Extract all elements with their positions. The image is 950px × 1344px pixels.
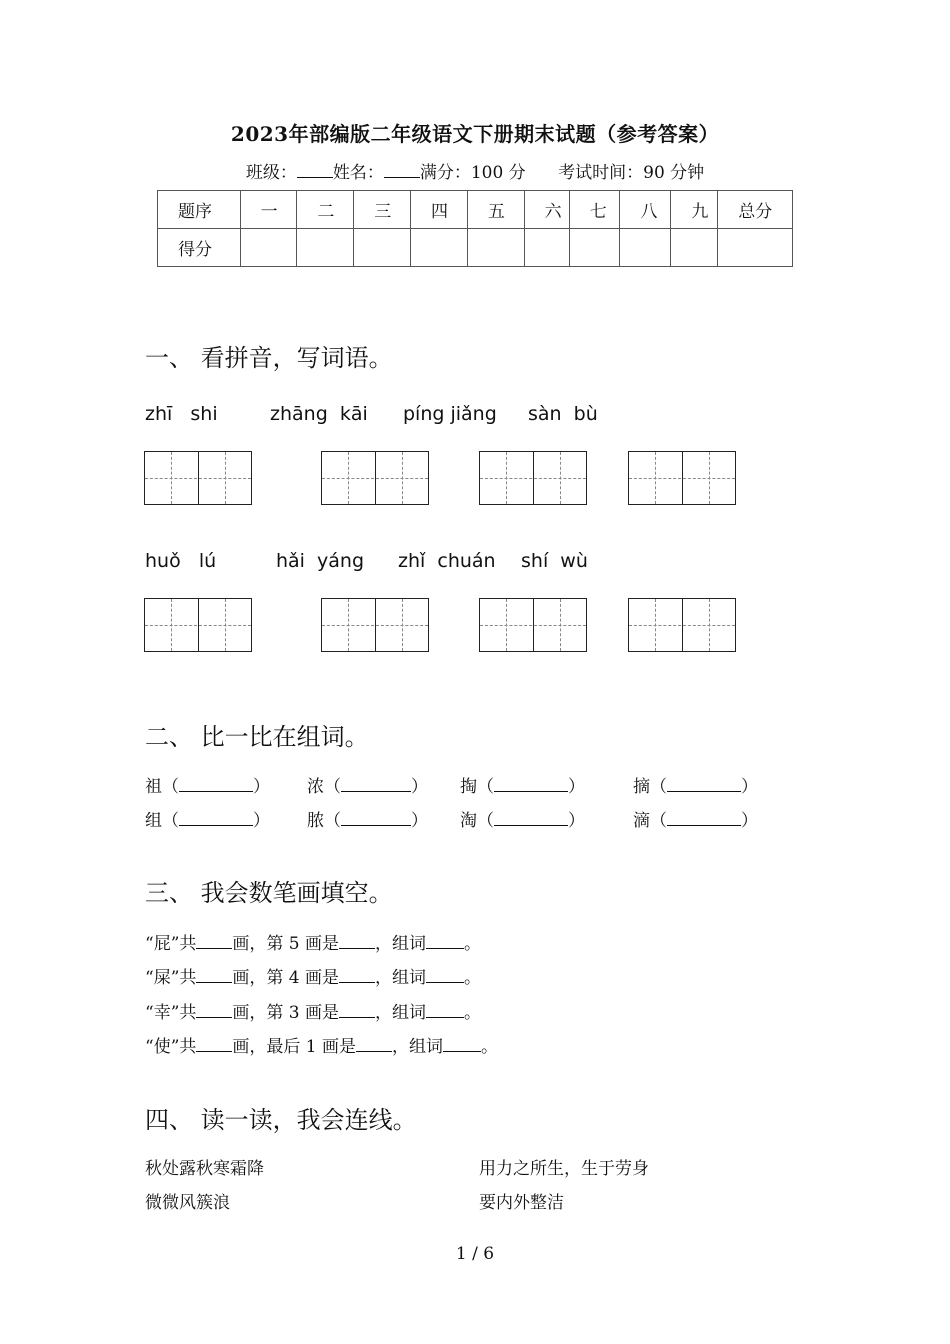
score-cell[interactable] <box>411 229 468 267</box>
word-compare-item: 脓（ ） <box>307 811 428 831</box>
writing-grid[interactable] <box>321 598 429 652</box>
question-char: “屎”共 <box>145 968 197 988</box>
class-blank[interactable] <box>297 163 333 178</box>
score-cell[interactable] <box>240 229 297 267</box>
answer-blank[interactable] <box>426 1003 464 1018</box>
answer-blank[interactable] <box>494 777 568 792</box>
answer-blank[interactable] <box>443 1037 481 1052</box>
answer-blank[interactable] <box>356 1037 392 1052</box>
score-header-cell: 一 <box>240 191 297 229</box>
stroke-question <box>145 963 481 988</box>
score-cell[interactable] <box>297 229 354 267</box>
full-score: 满分：100 分 <box>419 163 526 183</box>
answer-blank[interactable] <box>339 934 375 949</box>
compare-char: 祖 <box>145 777 162 797</box>
question-text: 画，第 5 画是 <box>232 934 340 954</box>
score-header-cell: 三 <box>354 191 411 229</box>
answer-blank[interactable] <box>341 811 411 826</box>
score-row-label: 得分 <box>158 229 241 267</box>
answer-blank[interactable] <box>339 968 375 983</box>
answer-blank[interactable] <box>196 1003 232 1018</box>
word-compare-item: 浓（ ） <box>307 777 428 797</box>
answer-blank[interactable] <box>426 934 464 949</box>
score-cell[interactable] <box>354 229 411 267</box>
exam-info <box>0 158 950 183</box>
match-left-item[interactable]: 微微风簇浪 <box>145 1193 230 1213</box>
score-cell[interactable] <box>718 229 793 267</box>
writing-grid[interactable] <box>144 598 252 652</box>
question-text: ，组词 <box>375 1003 427 1023</box>
question-text: ，组词 <box>392 1037 444 1057</box>
question-text: ，组词 <box>375 968 427 988</box>
question-text: 画，第 3 画是 <box>232 1003 340 1023</box>
pinyin: huǒ lú <box>145 550 217 572</box>
question-text: 。 <box>464 934 482 954</box>
score-header-cell: 题序 <box>158 191 241 229</box>
pinyin: píng jiǎng <box>403 403 497 425</box>
answer-blank[interactable] <box>339 1003 375 1018</box>
question-char: “使”共 <box>145 1037 197 1057</box>
stroke-question <box>145 929 481 954</box>
writing-grid[interactable] <box>479 451 587 505</box>
question-char: “屁”共 <box>145 934 197 954</box>
score-header-cell: 五 <box>467 191 524 229</box>
stroke-question <box>145 998 481 1023</box>
word-compare-item: 滴（ ） <box>633 811 758 831</box>
question-text: 画，最后 1 画是 <box>232 1037 357 1057</box>
match-left-item[interactable]: 秋处露秋寒霜降 <box>145 1159 264 1179</box>
compare-char: 脓 <box>307 811 324 831</box>
compare-char: 浓 <box>307 777 324 797</box>
score-header-cell: 八 <box>620 191 671 229</box>
writing-grid[interactable] <box>628 451 736 505</box>
match-right-item[interactable]: 用力之所生，生于劳身 <box>479 1159 649 1179</box>
score-cell[interactable] <box>569 229 620 267</box>
score-table-header-row <box>158 191 793 229</box>
score-cell[interactable] <box>524 229 569 267</box>
score-header-cell: 总分 <box>718 191 793 229</box>
answer-blank[interactable] <box>667 811 741 826</box>
exam-time: 考试时间：90 分钟 <box>558 163 705 183</box>
answer-blank[interactable] <box>196 934 232 949</box>
answer-blank[interactable] <box>179 811 253 826</box>
answer-blank[interactable] <box>179 777 253 792</box>
section1-heading: 一、 看拼音，写词语。 <box>145 344 393 372</box>
name-label: 姓名： <box>332 163 384 183</box>
question-text: 。 <box>464 1003 482 1023</box>
question-text: ，组词 <box>375 934 427 954</box>
score-header-cell: 二 <box>297 191 354 229</box>
answer-blank[interactable] <box>341 777 411 792</box>
pinyin: sàn bù <box>528 403 598 425</box>
writing-grid[interactable] <box>321 451 429 505</box>
compare-char: 组 <box>145 811 162 831</box>
answer-blank[interactable] <box>426 968 464 983</box>
answer-blank[interactable] <box>196 968 232 983</box>
score-header-cell: 九 <box>671 191 718 229</box>
compare-char: 滴 <box>633 811 650 831</box>
question-text: 。 <box>481 1037 499 1057</box>
score-cell[interactable] <box>620 229 671 267</box>
question-text: 。 <box>464 968 482 988</box>
word-compare-item: 淘（ ） <box>460 811 585 831</box>
section4-heading: 四、 读一读，我会连线。 <box>145 1106 417 1134</box>
score-cell[interactable] <box>467 229 524 267</box>
writing-grid[interactable] <box>144 451 252 505</box>
score-header-cell: 四 <box>411 191 468 229</box>
section2-heading: 二、 比一比在组词。 <box>145 723 369 751</box>
compare-char: 摘 <box>633 777 650 797</box>
stroke-question <box>145 1032 498 1057</box>
name-blank[interactable] <box>384 163 420 178</box>
answer-blank[interactable] <box>667 777 741 792</box>
writing-grid[interactable] <box>628 598 736 652</box>
answer-blank[interactable] <box>494 811 568 826</box>
question-char: “幸”共 <box>145 1003 197 1023</box>
page-title: 2023年部编版二年级语文下册期末试题（参考答案） <box>230 122 720 146</box>
compare-char: 掏 <box>460 777 477 797</box>
score-table-score-row <box>158 229 793 267</box>
score-header-cell: 六 <box>524 191 569 229</box>
compare-char: 淘 <box>460 811 477 831</box>
pinyin: zhāng kāi <box>270 403 368 425</box>
score-header-cell: 七 <box>569 191 620 229</box>
word-compare-item: 祖（ ） <box>145 777 270 797</box>
word-compare-item: 组（ ） <box>145 811 270 831</box>
class-label: 班级： <box>245 163 297 183</box>
pinyin: zhǐ chuán <box>398 550 496 572</box>
pinyin: shí wù <box>521 550 588 572</box>
pinyin: hǎi yáng <box>276 550 365 572</box>
page-number: 1 / 6 <box>455 1244 495 1264</box>
question-text: 画，第 4 画是 <box>232 968 340 988</box>
pinyin: zhī shi <box>145 403 218 425</box>
section3-heading: 三、 我会数笔画填空。 <box>145 879 393 907</box>
answer-blank[interactable] <box>196 1037 232 1052</box>
word-compare-item: 摘（ ） <box>633 777 758 797</box>
word-compare-item: 掏（ ） <box>460 777 585 797</box>
writing-grid[interactable] <box>479 598 587 652</box>
score-cell[interactable] <box>671 229 718 267</box>
score-table <box>157 190 793 267</box>
match-right-item[interactable]: 要内外整洁 <box>479 1193 564 1213</box>
